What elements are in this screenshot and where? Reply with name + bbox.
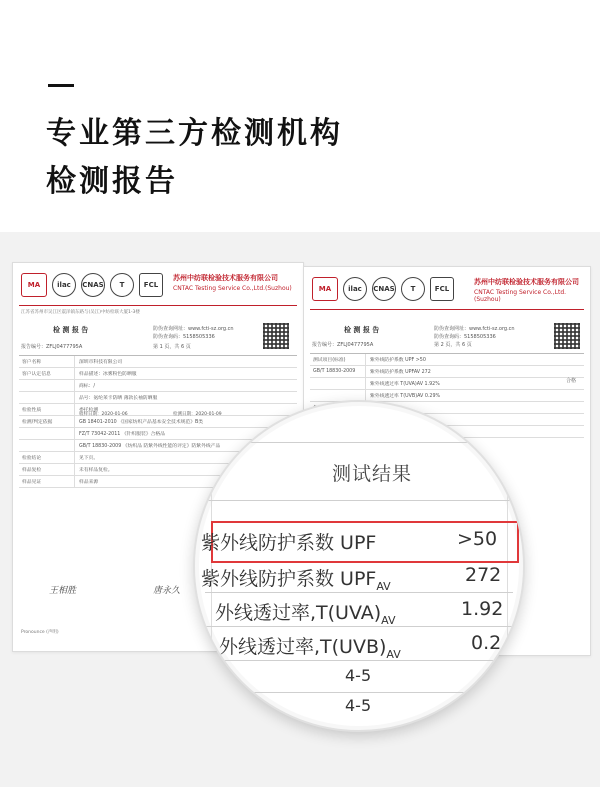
uvb-label: 外线透过率$,T(UVB)_{AV}$ — [219, 636, 401, 661]
table-row: 品号：氨纶莱卡防晒 薄款长袖防晒服 — [19, 392, 297, 404]
table-row: 紫外线透过率 T(UVA)AV 1.92% — [310, 378, 584, 390]
colorfastness-value: 4-5 — [345, 666, 372, 685]
certification-logos — [312, 277, 454, 301]
org-divider — [19, 305, 297, 306]
certification-logos — [21, 273, 163, 297]
magnified-divider — [205, 660, 513, 661]
cma-logo-icon: MA — [21, 273, 47, 297]
org-name-en: CNTAC Testing Service Co.,Ltd.(Suzhou) — [173, 285, 292, 292]
org-divider — [310, 309, 584, 310]
report-title: 检 测 报 告 — [53, 326, 89, 334]
org-name-en: CNTAC Testing Service Co.,Ltd.(Suzhou) — [474, 289, 567, 303]
upf-label: 紫外线防护系数 UPF — [201, 532, 377, 554]
table-row: GB/T 18830-2009 《纺织品 防紫外线性能的评定》防紫外线产品 — [19, 440, 297, 452]
magnified-divider — [205, 592, 513, 593]
table-row: 检验性质 委托检测 — [19, 404, 297, 416]
uva-value: 1.92 — [461, 598, 504, 620]
signature-2: 唐永久 — [153, 586, 181, 596]
org-address: 江苏省苏州市吴江区震泽镇东路与(吴江)中纺检联大厦1-3楼 — [21, 310, 140, 315]
query-code: 防伪查询码：5158505336 — [153, 334, 215, 340]
heading-line-2: 检测报告 — [46, 164, 178, 199]
magnified-column-line — [507, 402, 508, 730]
page-number: 第 2 页，共 6 页 — [434, 342, 472, 348]
fcl-logo-icon: FCL — [139, 273, 163, 297]
query-site: 防伪查询网址：www.fcti-sz.org.cn — [153, 326, 234, 332]
date-tested: 检测日期：2020-01-09 — [173, 412, 222, 417]
table-row: 客户认定信息 样品描述：冰雾粉色防晒服 — [19, 368, 297, 380]
table-row: 客户名称 深圳市科技有限公司 — [19, 356, 297, 368]
cnas-logo-icon: CNAS — [372, 277, 396, 301]
magnifier-lens — [193, 400, 525, 732]
uva-label: 外线透过率$,T(UVA)_{AV}$ — [215, 602, 396, 627]
report-number: 报告编号：ZFLJ0477795A — [21, 344, 83, 350]
org-name-cn: 苏州中纺联检验技术服务有限公司 — [173, 274, 278, 282]
date-received: 收样日期：2020-01-06 — [79, 412, 128, 417]
ilac-logo-icon: ilac — [52, 273, 76, 297]
uvb-value: 0.2 — [471, 632, 502, 654]
table-row: 检测/判定依据 GB 18401-2010 《国家纺织产品基本安全技术规范》B类 — [19, 416, 297, 428]
fcl-logo-icon: FCL — [430, 277, 454, 301]
table-row: 检验结论 见下页。 — [19, 452, 297, 464]
pronounce-label: Pronounce (声明) — [21, 630, 59, 635]
heading-line-1: 专业第三方检测机构 — [46, 116, 343, 151]
table-row: 样品复检 未有样品复检。 — [19, 464, 297, 476]
qr-code-icon — [554, 323, 580, 349]
magnified-divider — [205, 692, 513, 693]
table-row: GB/T 18830-2009 紫外线防护系数 UPFAV 272 — [310, 366, 584, 378]
table-row: 样品见证 样品来源 — [19, 476, 297, 488]
upf-av-label: 紫外线防护系数 $UPF_{AV}$ — [201, 568, 391, 593]
colorfastness-value: 4-5 — [345, 696, 372, 715]
header-dash — [48, 84, 74, 87]
query-code: 防伪查询码：5158505336 — [434, 334, 496, 340]
qr-code-icon — [263, 323, 289, 349]
table-row: 商标：/ — [19, 380, 297, 392]
ilac-logo-icon: ilac — [343, 277, 367, 301]
upf-value: >50 — [457, 528, 498, 550]
cnas-logo-icon: CNAS — [81, 273, 105, 297]
upf-av-value: 272 — [465, 564, 502, 586]
report-title: 检 测 报 告 — [344, 326, 380, 334]
org-name-cn: 苏州中纺联检验技术服务有限公司 — [474, 278, 579, 286]
table-row: 测试项目(标准) 紫外线防护系数 UPF >50 — [310, 354, 584, 366]
magnified-divider — [205, 500, 513, 501]
magnified-divider — [205, 626, 513, 627]
result-pass-label: 合格 — [566, 378, 577, 384]
test-results-title: 测试结果 — [332, 463, 413, 485]
page-number: 第 1 页，共 6 页 — [153, 344, 191, 350]
testing-seal-icon: T — [401, 277, 425, 301]
table-row: 紫外线透过率 T(UVB)AV 0.29% — [310, 390, 584, 402]
cma-logo-icon: MA — [312, 277, 338, 301]
table-row: FZ/T 73042-2011 《针织服装》合格品 — [19, 428, 297, 440]
testing-seal-icon: T — [110, 273, 134, 297]
query-site: 防伪查询网址：www.fcti-sz.org.cn — [434, 326, 515, 332]
magnified-divider — [205, 442, 513, 443]
signature-1: 王相胜 — [49, 586, 77, 596]
magnified-page-header: 页 — [209, 420, 223, 435]
report-number: 报告编号：ZFLJ0477795A — [312, 342, 374, 348]
